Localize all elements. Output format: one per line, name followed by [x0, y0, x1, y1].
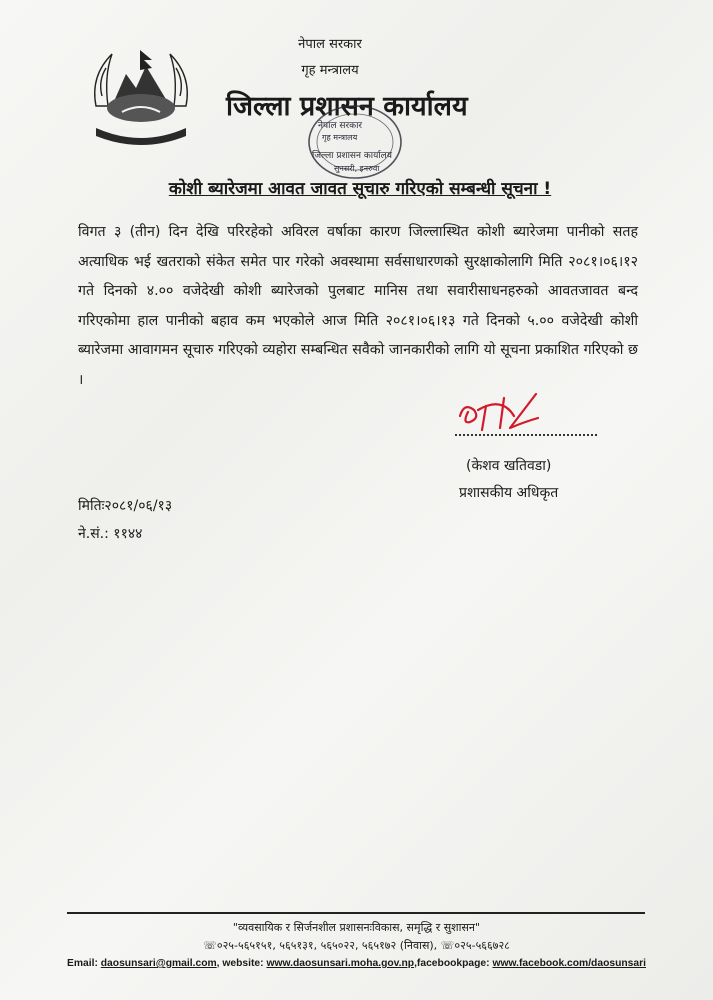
facebook-link[interactable]: www.facebook.com/daosunsari — [492, 958, 646, 969]
footer-contact — [0, 958, 713, 969]
website-label: , website: — [216, 958, 267, 969]
footer-phone: ☏०२५-५६५१५१, ५६५१३१, ५६५०२२, ५६५१७२ (निवास), ☏०२५-५६६७२८ — [203, 939, 510, 952]
government-name: नेपाल सरकार — [298, 37, 362, 52]
stamp-line: नेपाल सरकार — [318, 121, 363, 131]
facebook-label: ,facebookpage: — [414, 958, 493, 969]
stamp-line: जिल्ला प्रशासन कार्यालय — [312, 151, 392, 161]
email-label: Email: — [67, 958, 101, 969]
signature-line — [455, 434, 597, 436]
emblem-banner-text: जननी जन्मभूमिश्च स्वर्गादपि गरीयसी — [107, 128, 175, 134]
notice-body: विगत ३ (तीन) दिन देखि परिरहेको अविरल वर्षाका कारण जिल्लास्थित कोशी ब्यारेजमा पानीको सतह अत्याधिक भई खतराको संकेत समेत पार गरेको अवस्थामा सर्वसाधारणको सुरक्षाकोलागि मिति २०८१।०६।१२ गते दिनको ४.०० वजेदेखी कोशी ब्यारेजको पुलबाट मानिस तथा सवारीसाधनहरुको आवतजावत बन्द गरिएकोमा हाल पानीको बहाव कम भएकोले आज मिति २०८१।०६।१३ गते दिनको ५.०० वजेदेखी कोशी ब्यारेजमा आवागमन सूचारु गरिएको व्यहोरा सम्बन्धित सवैको जानकारीको लागि यो सूचना प्रकाशित गरिएको छ । — [78, 224, 638, 388]
reference-number: ने.सं.: ११४४ — [78, 526, 143, 542]
stamp-line: गृह मन्त्रालय — [322, 133, 358, 142]
office-title: जिल्ला प्रशासन कार्यालय — [226, 91, 468, 122]
email-link[interactable]: daosunsari@gmail.com — [100, 958, 217, 969]
notice-subject: कोशी ब्यारेजमा आवत जावत सूचारु गरिएको सम्बन्धी सूचना ! — [168, 179, 552, 199]
notice-date: मितिः२०८१/०६/१३ — [78, 498, 173, 514]
footer-motto: "व्यवसायिक र सिर्जनशील प्रशासनःविकास, समृद्धि र सुशासन" — [232, 921, 481, 934]
stamp-line: सुनसरी, इनरुवा — [334, 164, 380, 173]
footer-divider — [67, 912, 645, 914]
website-link[interactable]: www.daosunsari.moha.gov.np — [266, 958, 415, 969]
ministry-name: गृह मन्त्रालय — [301, 63, 359, 78]
signer-title: प्रशासकीय अधिकृत — [459, 485, 559, 501]
signature-scribble-icon — [450, 388, 550, 448]
signer-name: (केशव खतिवडा) — [466, 458, 552, 474]
